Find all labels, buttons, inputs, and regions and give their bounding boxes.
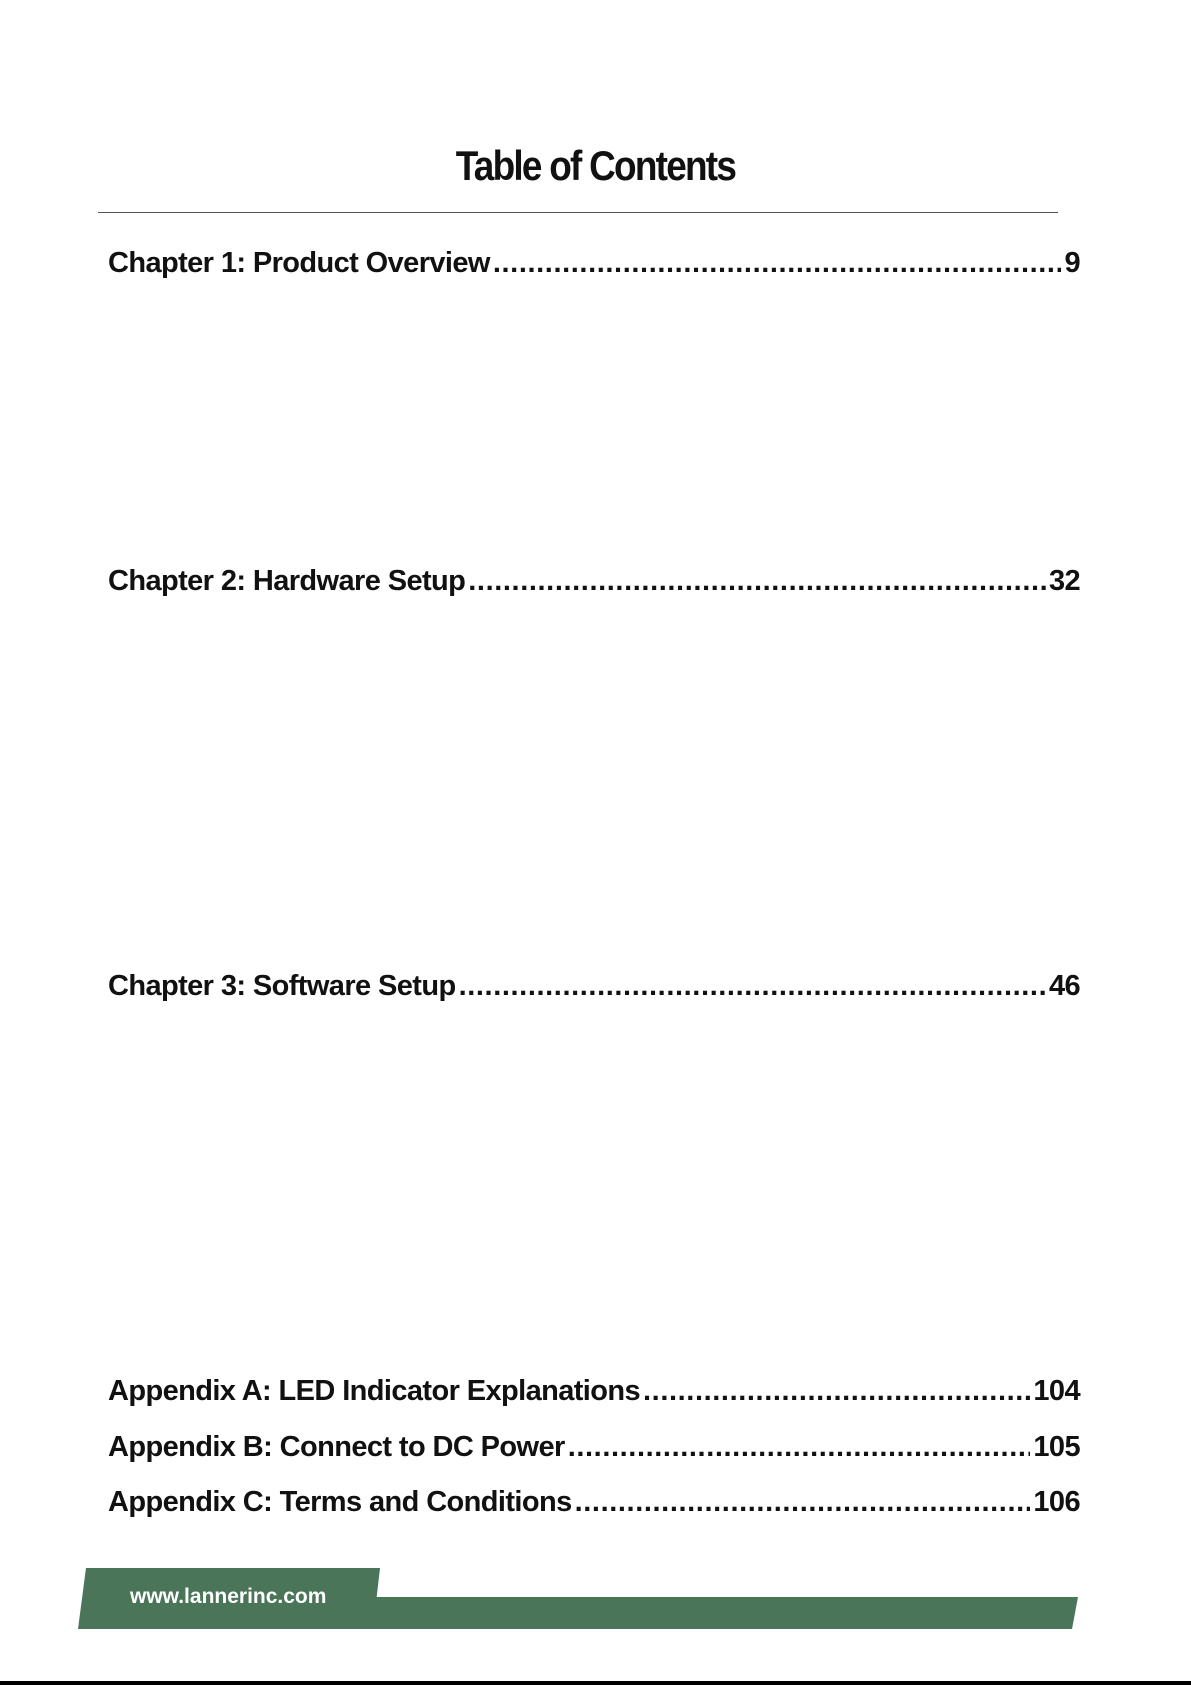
toc-entry-chapter-2[interactable] [108, 559, 1080, 603]
toc-entry-chapter-3[interactable] [108, 964, 1080, 1008]
title-divider [98, 212, 1058, 213]
toc-dot-leader [459, 964, 1046, 1008]
toc-page-number: 32 [1048, 565, 1080, 597]
toc-entry-label: Appendix A: LED Indicator Explanations [108, 1375, 641, 1407]
toc-entry-appendix-c[interactable] [108, 1480, 1080, 1524]
toc-entry-chapter-1[interactable] [108, 241, 1080, 285]
toc-entry-label: Appendix B: Connect to DC Power [108, 1431, 565, 1463]
page-bottom-edge [0, 1681, 1191, 1685]
toc-entry-label: Chapter 1: Product Overview [108, 247, 490, 279]
toc-dot-leader [493, 241, 1062, 285]
toc-dot-leader [643, 1369, 1030, 1413]
toc-entry-label: Chapter 2: Hardware Setup [108, 565, 466, 597]
toc-entry-label: Chapter 3: Software Setup [108, 970, 456, 1002]
toc-page-number: 106 [1033, 1486, 1080, 1518]
toc-entry-label: Appendix C: Terms and Conditions [108, 1486, 572, 1518]
toc-dot-leader [468, 559, 1046, 603]
toc-page-number: 105 [1033, 1431, 1080, 1463]
toc-entry-appendix-b[interactable] [108, 1425, 1080, 1469]
toc-entry-appendix-a[interactable] [108, 1369, 1080, 1413]
toc-page-number: 104 [1033, 1375, 1080, 1407]
footer-stripe [366, 1597, 1078, 1629]
toc-page-number: 46 [1048, 970, 1080, 1002]
toc-dot-leader [568, 1425, 1031, 1469]
footer-website-link[interactable]: www.lannerinc.com [130, 1585, 327, 1608]
toc-page-number: 9 [1064, 247, 1080, 279]
page-title: Table of Contents [455, 142, 736, 189]
toc-dot-leader [575, 1480, 1031, 1524]
